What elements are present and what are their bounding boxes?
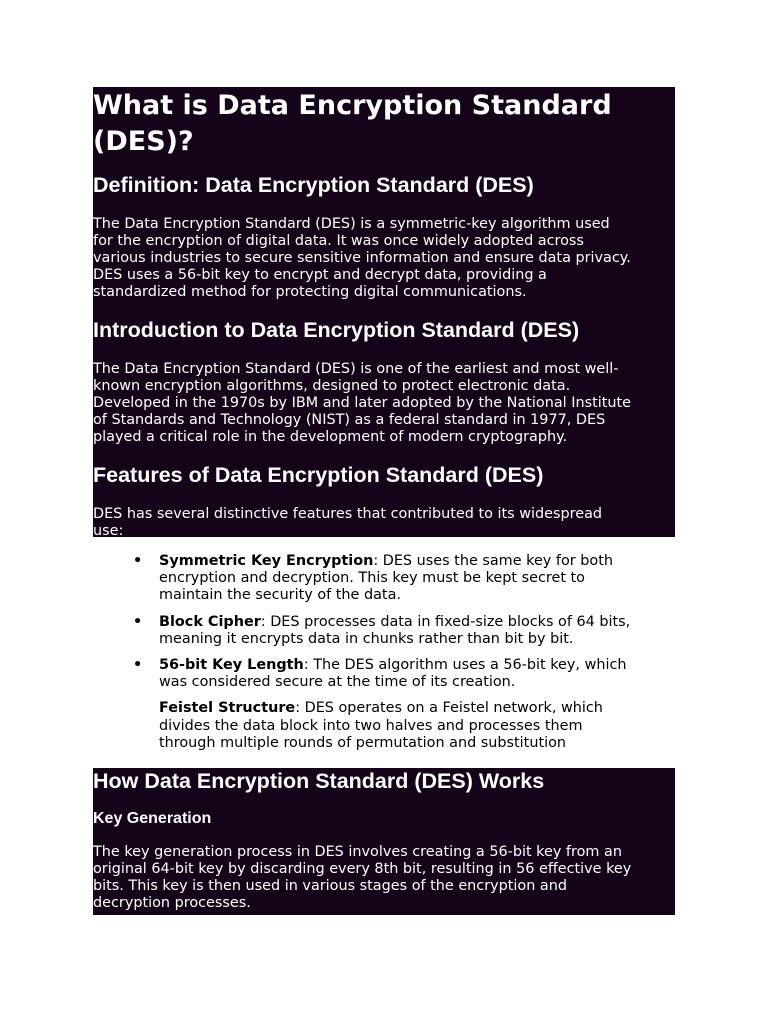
intro-dark-block	[93, 87, 675, 537]
bullet-marker: •	[133, 657, 143, 674]
paragraph-line: DES uses a 56-bit key to encrypt and decrypt data, providing a	[93, 267, 547, 283]
feature-description: through multiple rounds of permutation and substitution	[159, 734, 567, 751]
title-line: What is Data Encryption Standard	[93, 90, 612, 121]
feature-description: : DES processes data in fixed-size blocks of 64 bits,	[260, 613, 631, 630]
paragraph-line: various industries to secure sensitive information and ensure data privacy.	[93, 250, 631, 266]
feature-term: Feistel Structure	[159, 700, 296, 717]
features-list	[133, 553, 693, 761]
paragraph-line: The Data Encryption Standard (DES) is a symmetric-key algorithm used	[93, 216, 610, 232]
feature-description: : DES uses the same key for both	[373, 553, 613, 569]
list-item	[133, 614, 693, 648]
feature-term: 56-bit Key Length	[159, 657, 304, 674]
bullet-marker: •	[133, 553, 143, 569]
feature-description: : The DES algorithm uses a 56-bit key, which	[303, 657, 627, 674]
introduction-paragraph	[93, 361, 675, 446]
feature-description: meaning it encrypts data in chunks rather than bit by bit.	[159, 630, 574, 647]
how-it-works-dark-block	[93, 768, 675, 915]
paragraph-line: original 64-bit key by discarding every 8th bit, resulting in 56 effective key	[93, 861, 632, 877]
how-it-works-heading: How Data Encryption Standard (DES) Works	[93, 769, 545, 793]
paragraph-line: standardized method for protecting digital communications.	[93, 284, 527, 300]
paragraph-line: DES has several distinctive features that contributed to its widespread	[93, 506, 603, 522]
list-item	[133, 700, 693, 752]
key-generation-heading: Key Generation	[93, 810, 212, 827]
introduction-heading: Introduction to Data Encryption Standard (DES)	[93, 318, 580, 342]
list-item	[133, 553, 693, 605]
paragraph-line: decryption processes.	[93, 895, 251, 911]
features-intro-paragraph	[93, 506, 675, 540]
paragraph-line: Developed in the 1970s by IBM and later adopted by the National Institute	[93, 395, 631, 411]
feature-description: was considered secure at the time of its creation.	[159, 674, 516, 691]
paragraph-line: The key generation process in DES involves creating a 56-bit key from an	[93, 844, 622, 860]
feature-description: divides the data block into two halves and processes them	[159, 717, 583, 734]
paragraph-line: bits. This key is then used in various stages of the encryption and	[93, 878, 567, 894]
feature-term: Symmetric Key Encryption	[159, 553, 374, 569]
definition-heading: Definition: Data Encryption Standard (DES)	[93, 173, 534, 197]
definition-paragraph	[93, 216, 675, 301]
features-heading: Features of Data Encryption Standard (DES)	[93, 463, 544, 487]
feature-description: encryption and decryption. This key must be kept secret to	[159, 570, 585, 587]
paragraph-line: of Standards and Technology (NIST) as a federal standard in 1977, DES	[93, 412, 606, 428]
feature-description: : DES operates on a Feistel network, which	[295, 700, 603, 717]
list-item	[133, 657, 693, 691]
paragraph-line: use:	[93, 523, 124, 539]
page-title	[93, 87, 675, 160]
feature-description: maintain the security of the data.	[159, 587, 401, 604]
paragraph-line: for the encryption of digital data. It was once widely adopted across	[93, 233, 584, 249]
paragraph-line: known encryption algorithms, designed to protect electronic data.	[93, 378, 571, 394]
key-generation-paragraph	[93, 844, 675, 912]
bullet-marker: •	[133, 613, 143, 630]
feature-term: Block Cipher	[159, 613, 261, 630]
paragraph-line: The Data Encryption Standard (DES) is one of the earliest and most well-	[93, 361, 619, 377]
title-line: (DES)?	[93, 126, 194, 157]
paragraph-line: played a critical role in the development of modern cryptography.	[93, 429, 568, 445]
